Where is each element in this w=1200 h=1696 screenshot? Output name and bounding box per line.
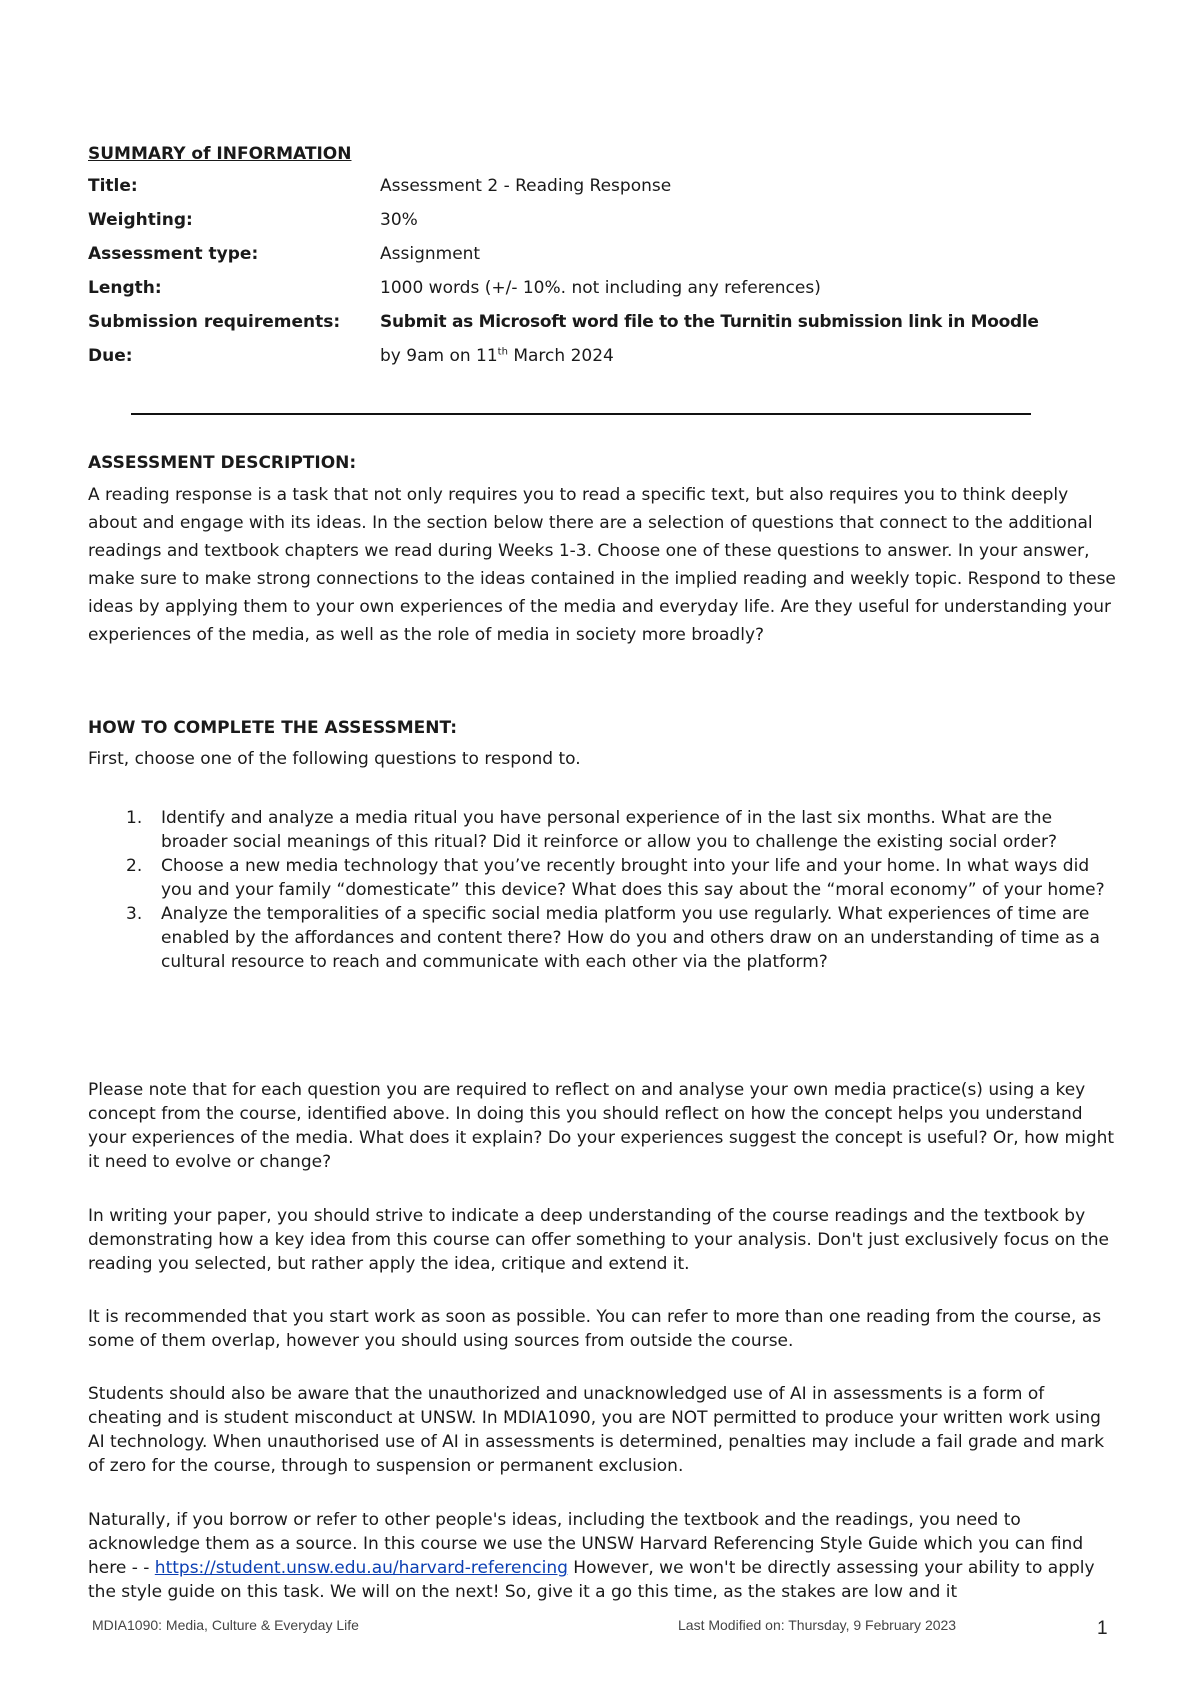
summary-row-type: [88, 244, 1128, 278]
summary-row-title: [88, 176, 1128, 210]
due-date-ordinal: th: [497, 346, 508, 358]
due-date-text: by 9am on 11: [380, 346, 498, 366]
question-list: [88, 806, 1118, 974]
summary-row-weighting: [88, 210, 1128, 244]
referencing-text: Naturally, if you borrow or refer to other people's ideas, including the textbook and the readings, you need to acknowledge them as a source. In this course we use the UNSW Harvard Referencing Style Guide which you can find here - -: [88, 1510, 1084, 1578]
howto-heading: HOW TO COMPLETE THE ASSESSMENT:: [88, 718, 457, 738]
due-date-month: March 2024: [507, 346, 614, 366]
list-item: [88, 806, 1118, 854]
referencing-paragraph: [88, 1508, 1118, 1604]
writing-paragraph: In writing your paper, you should strive to indicate a deep understanding of the course readings and the textbook by demonstrating how a key idea from this course can offer something to your analysis. Don't just exclusively focus on the reading you selected, but rather apply the idea, critique and extend it.: [88, 1206, 1109, 1274]
referencing-text-cont: However, we won't be directly assessing your ability to apply the style guide on this task. We will on the next! So, give it a go this time, as the stakes are low and it: [88, 1558, 1095, 1602]
description-paragraph: A reading response is a task that not only requires you to read a specific text, but also requires you to think deeply about and engage with its ideas. In the section below there are a selection of questions that connect to the additional readings and textbook chapters we read during Weeks 1-3. Choose one of these questions to answer. In your answer, make sure to make strong connections to the ideas contained in the implied reading and weekly topic. Respond to these ideas by applying them to your own experiences of the media and everyday life. Are they useful for understanding your experiences of the media, as well as the role of media in society more broadly?: [88, 485, 1116, 645]
question-text: Analyze the temporalities of a specific social media platform you use regularly. What experiences of time are enabled by the affordances and content there? How do you and others draw on an understanding of time as a cultural resource to reach and communicate with each other via the platform?: [161, 904, 1100, 972]
page-number: 1: [1097, 1618, 1108, 1639]
summary-label: Submission requirements:: [88, 312, 341, 332]
recommend-paragraph: It is recommended that you start work as soon as possible. You can refer to more than one reading from the course, as some of them overlap, however you should using sources from outside the course.: [88, 1307, 1102, 1351]
summary-row-submission: [88, 312, 1128, 346]
howto-intro: First, choose one of the following questions to respond to.: [88, 749, 581, 769]
list-item: [88, 902, 1118, 974]
summary-heading: SUMMARY of INFORMATION: [88, 144, 352, 164]
summary-value: Submit as Microsoft word file to the Turnitin submission link in Moodle: [380, 312, 1039, 332]
horizontal-divider: [131, 413, 1031, 415]
question-text: Choose a new media technology that you’ve recently brought into your life and your home. In what ways did you and your family “domesticate” this device? What does this say about the “moral economy” of your home?: [161, 856, 1105, 900]
summary-row-length: [88, 278, 1128, 312]
list-item: [88, 854, 1118, 902]
summary-table: [88, 176, 1128, 380]
footer-modified: Last Modified on: Thursday, 9 February 2023: [678, 1617, 957, 1633]
summary-value: [380, 346, 1128, 366]
note-paragraph: Please note that for each question you are required to reflect on and analyse your own media practice(s) using a key concept from the course, identified above. In doing this you should reflect on how the concept helps you understand your experiences of the media. What does it explain? Do your experiences suggest the concept is useful? Or, how might it need to evolve or change?: [88, 1080, 1115, 1172]
summary-row-due: [88, 346, 1128, 380]
question-number: 3.: [126, 904, 143, 924]
ai-paragraph: Students should also be aware that the unauthorized and unacknowledged use of AI in assessments is a form of cheating and is student misconduct at UNSW. In MDIA1090, you are NOT permitted to produce your written work using AI technology. When unauthorised use of AI in assessments is determined, penalties may include a fail grade and mark of zero for the course, through to suspension or permanent exclusion.: [88, 1384, 1105, 1476]
summary-label: Title:: [88, 176, 138, 196]
summary-value: Assessment 2 - Reading Response: [380, 176, 672, 196]
question-number: 2.: [126, 856, 143, 876]
summary-value: Assignment: [380, 244, 481, 264]
summary-label: Length:: [88, 278, 162, 298]
summary-label: Assessment type:: [88, 244, 259, 264]
summary-value: 30%: [380, 210, 418, 230]
summary-label: Weighting:: [88, 210, 193, 230]
footer-course: MDIA1090: Media, Culture & Everyday Life: [92, 1617, 359, 1633]
summary-label: Due:: [88, 346, 133, 366]
question-number: 1.: [126, 808, 143, 828]
harvard-referencing-link[interactable]: https://student.unsw.edu.au/harvard-referencing: [154, 1558, 568, 1578]
summary-value: 1000 words (+/- 10%. not including any references): [380, 278, 821, 298]
question-text: Identify and analyze a media ritual you have personal experience of in the last six months. What are the broader social meanings of this ritual? Did it reinforce or allow you to challenge the existing social order?: [161, 808, 1058, 852]
description-heading: ASSESSMENT DESCRIPTION:: [88, 453, 357, 473]
